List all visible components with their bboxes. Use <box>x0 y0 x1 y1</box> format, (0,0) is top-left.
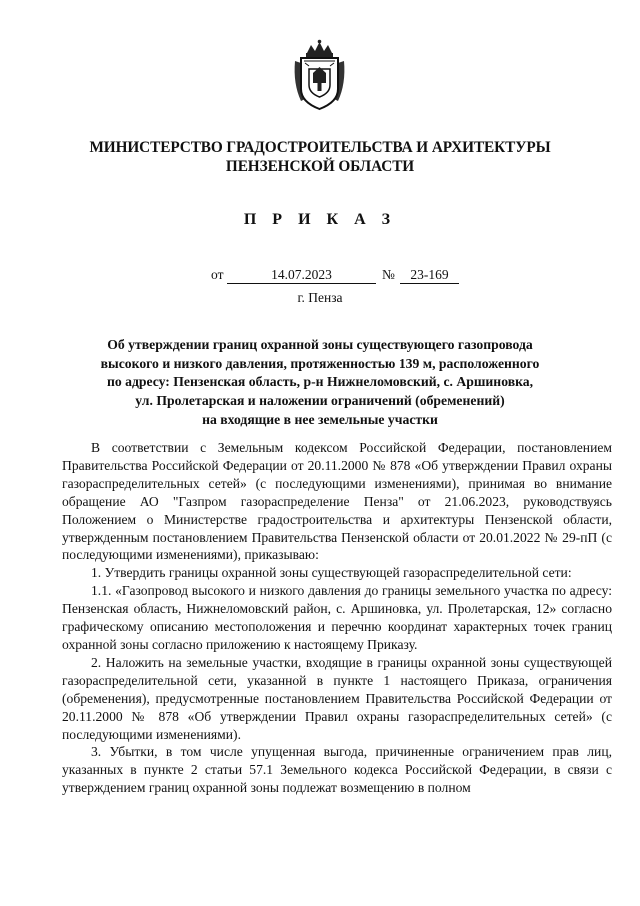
subject-line: высокого и низкого давления, протяженностью 139 м, расположенного <box>100 355 540 371</box>
clause-1-1: 1.1. «Газопровод высокого и низкого давления до границы земельного участка по адресу: Пензенская область, Нижнеломовский район, с. Аршиновка, ул. Пролетарская, 12» согласно графическому описанию местоположения и перечню координат характерных точек границ охранной зоны согласно приложению к настоящему Приказу. <box>62 583 612 652</box>
subject-line: по адресу: Пензенская область, р-н Нижнеломовский, с. Аршиновка, <box>106 374 534 390</box>
ministry-name <box>40 138 600 176</box>
document-date: 14.07.2023 <box>227 266 376 284</box>
number-prefix: № <box>382 267 395 282</box>
document-body <box>62 439 612 797</box>
date-prefix: от <box>211 267 224 282</box>
document-city: г. Пенза <box>297 290 343 305</box>
document-subject <box>60 336 580 430</box>
clause-1: 1. Утвердить границы охранной зоны существующей газораспределительной сети: <box>91 565 572 581</box>
ministry-name-line1: МИНИСТЕРСТВО ГРАДОСТРОИТЕЛЬСТВА И АРХИТЕКТУРЫ <box>89 139 551 156</box>
document-type-title: П Р И К А З <box>243 211 397 228</box>
coat-of-arms-icon <box>291 39 348 112</box>
clause-2: 2. Наложить на земельные участки, входящие в границы охранной зоны существующей газораспределительной сети, указанной в пункте 1 настоящего Приказа, ограничения (обременения), предусмотренные постановлением Правительства Российской Федерации от 20.11.2000 № 878 «Об утверждении Правил охраны газораспределительных сетей» (с последующими изменениями). <box>62 654 612 742</box>
subject-line: Об утверждении границ охранной зоны существующего газопровода <box>107 337 533 352</box>
subject-line: ул. Пролетарская и наложении ограничений (обременений) <box>135 393 505 409</box>
date-number-line <box>0 266 640 286</box>
document-number: 23-169 <box>400 266 459 284</box>
subject-line: на входящие в нее земельные участки <box>202 411 438 427</box>
clause-3: 3. Убытки, в том числе упущенная выгода, причиненные ограничением прав лиц, указанных в пункте 2 статьи 57.1 Земельного кодекса Российской Федерации, в связи с утверждением границ охранной зоны подлежат возмещению в полном <box>62 744 612 796</box>
preamble-paragraph: В соответствии с Земельным кодексом Российской Федерации, постановлением Правительства Российской Федерации от 20.11.2000 № 878 «Об утверждении Правил охраны газораспределительных сетей» (с последующими изменениями), принимая во внимание обращение АО "Газпром газораспределение Пенза" от 21.06.2023, руководствуясь Положением о Министерстве градостроительства и архитектуры Пензенской области, утвержденным постановлением Правительства Пензенской области от 20.01.2022 № 29-пП (с последующими изменениями), приказываю: <box>62 440 612 563</box>
ministry-name-line2: ПЕНЗЕНСКОЙ ОБЛАСТИ <box>225 158 415 175</box>
